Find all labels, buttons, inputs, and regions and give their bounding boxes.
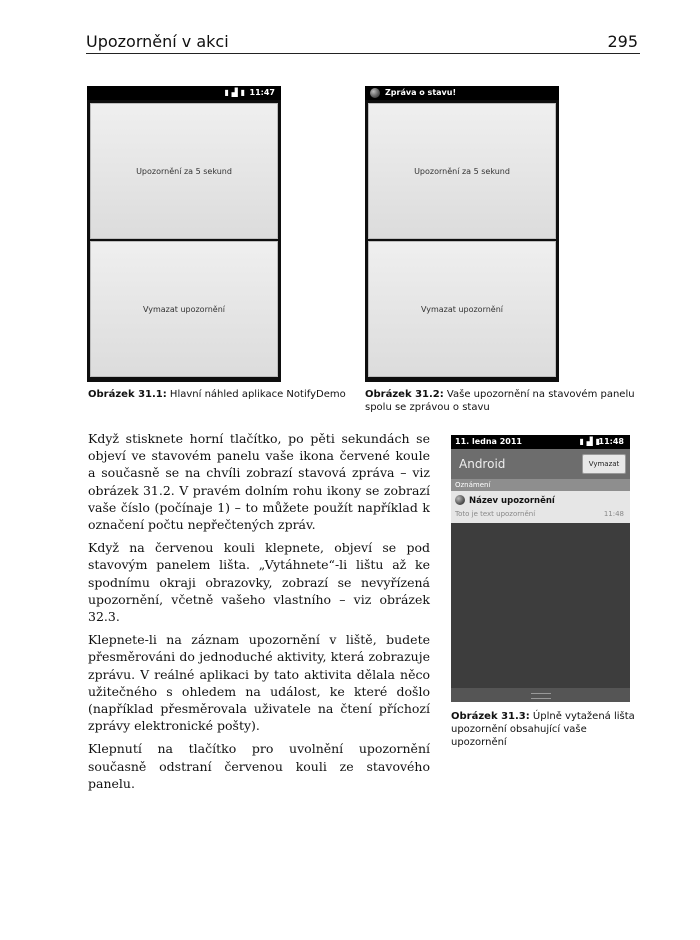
- status-bar: [365, 86, 559, 100]
- figure1-screenshot: [87, 86, 281, 382]
- figure3-caption: [451, 710, 641, 749]
- caption-label: Obrázek 31.1:: [88, 389, 167, 400]
- status-clock: 11:48: [598, 437, 624, 446]
- page-number: 295: [607, 32, 638, 51]
- clear-notification-button[interactable]: Vymazat upozornění: [90, 241, 278, 377]
- notification-ball-icon: [370, 88, 380, 98]
- figure2-screenshot: [365, 86, 559, 382]
- body-text: [88, 430, 430, 798]
- figure1-caption: [88, 388, 358, 401]
- figure3-screenshot: [451, 435, 630, 702]
- paragraph: Když na červenou kouli klepnete, objeví se pod stavovým panelem lišta. „Vytáhnete“-li lištu až ke spodnímu okraji obrazovky, zobrazí se nevyřízená upozornění, včetně vašeho vlastního – viz obrázek 32.3.: [88, 540, 430, 625]
- signal-battery-icons: ▮ ▟ ▮: [579, 437, 600, 446]
- status-date: 11. ledna 2011: [455, 437, 522, 446]
- caption-text: Vaše upozornění na stavovém panelu spolu se zprávou o stavu: [365, 389, 635, 413]
- status-message: Zpráva o stavu!: [385, 88, 457, 97]
- grip-icon: [531, 693, 551, 699]
- caption-label: Obrázek 31.3:: [451, 711, 530, 722]
- status-bar: [451, 435, 630, 449]
- header-title: Upozornění v akci: [86, 32, 229, 51]
- clear-button[interactable]: Vymazat: [582, 454, 626, 474]
- notify-5s-button[interactable]: Upozornění za 5 sekund: [90, 103, 278, 239]
- shade-drag-handle[interactable]: [451, 688, 630, 702]
- caption-text: Hlavní náhled aplikace NotifyDemo: [166, 389, 346, 400]
- notification-item[interactable]: [451, 491, 630, 523]
- paragraph: Když stisknete horní tlačítko, po pěti sekundách se objeví ve stavovém panelu vaše ikona červené koule a současně se na chvíli zobrazí stavová zpráva – viz obrázek 31.2. V pravém dolním rohu ikony se zobrazí vaše číslo (počínaje 1) – to můžete použít například k označení počtu nepřečtených zpráv.: [88, 431, 430, 533]
- notify-5s-button[interactable]: Upozornění za 5 sekund: [368, 103, 556, 239]
- shade-background: [451, 523, 630, 688]
- section-label: Oznámení: [451, 479, 630, 491]
- notification-text: Toto je text upozornění: [455, 510, 536, 518]
- notification-ball-icon: [455, 495, 465, 505]
- clear-notification-button[interactable]: Vymazat upozornění: [368, 241, 556, 377]
- header-rule: [86, 53, 640, 54]
- paragraph: Klepnete-li na záznam upozornění v liště, budete přesměrováni do jednoduché aktivity, která zobrazuje zprávu. V reálné aplikaci by tato aktivita dělala něco užitečného s ohledem na událost, ke které došlo (například přesměrovala uživatele na čtení příchozí zprávy elektronické pošty).: [88, 632, 430, 734]
- status-bar: [87, 86, 281, 100]
- status-clock: 11:47: [249, 88, 275, 97]
- caption-text: Úplně vytažená lišta upozornění obsahující vaše upozornění: [451, 711, 635, 748]
- notification-shade-header: [451, 449, 630, 479]
- caption-label: Obrázek 31.2:: [365, 389, 444, 400]
- notification-time: 11:48: [603, 510, 624, 518]
- figure2-caption: [365, 388, 635, 414]
- signal-battery-icons: ▮ ▟ ▮: [224, 88, 245, 97]
- notification-title: Název upozornění: [469, 496, 555, 506]
- app-name: Android: [459, 457, 506, 471]
- paragraph: Klepnutí na tlačítko pro uvolnění upozornění současně odstraní červenou kouli ze stavového panelu.: [88, 741, 430, 791]
